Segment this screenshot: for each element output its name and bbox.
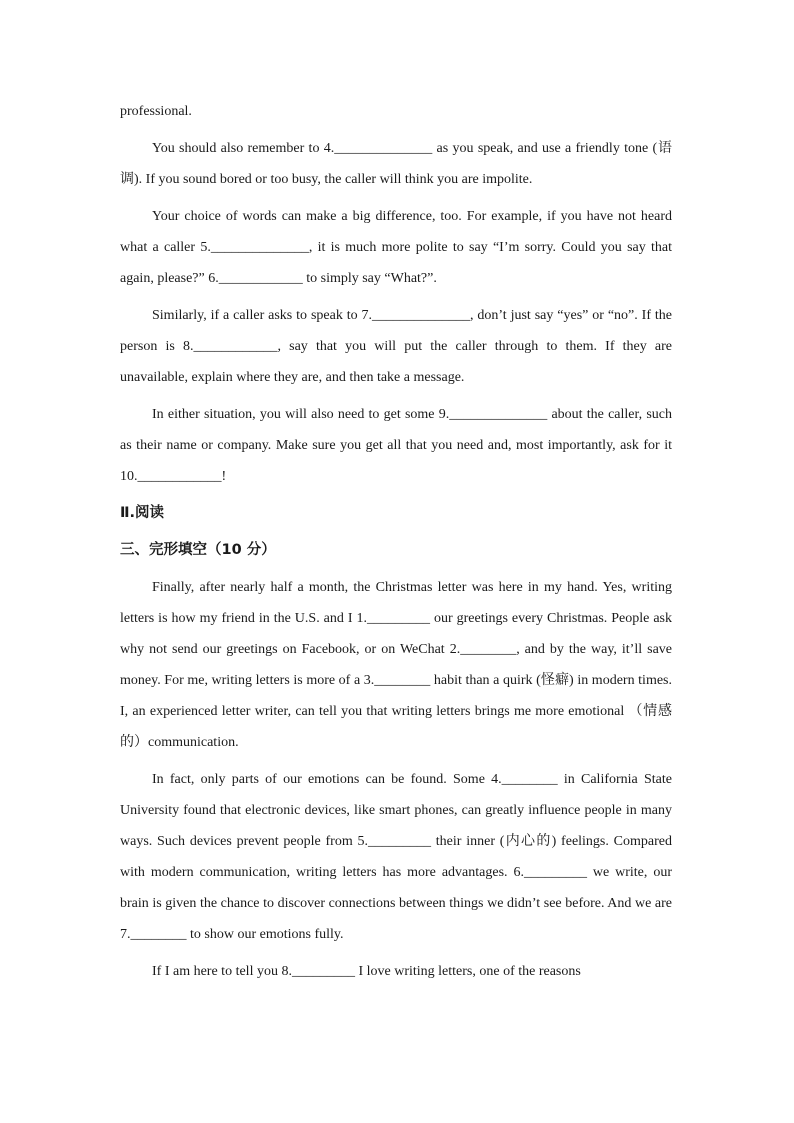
paragraph-emotions: In fact, only parts of our emotions can be found. Some 4.________ in California State University found that electronic devices, like smart phones, can greatly influence people in many ways. Such devices prevent people from 5._________ their inner (内心的) feelings. Compared with modern communication, writing letters has more advantages. 6._________ we write, our brain is given the chance to discover connections between things we didn’t see before. And we are 7.________ to show our emotions fully.	[120, 772, 672, 942]
paragraph-continuation: professional.	[120, 104, 192, 119]
section-heading-reading: Ⅱ.阅读	[120, 505, 165, 521]
subsection-heading-cloze: 三、完形填空（10 分）	[120, 542, 276, 558]
paragraph-christmas-letter: Finally, after nearly half a month, the Christmas letter was here in my hand. Yes, writing letters is how my friend in the U.S. and I 1._________ our greetings every Christmas. People ask why not send our greetings on Facebook, or on WeChat 2.________, and by the way, it’ll save money. For me, writing letters is more of a 3.________ habit than a quirk (怪癖) in modern times. I, an experienced letter writer, can tell you that writing letters brings me more emotional （情感的）communication.	[120, 580, 672, 750]
paragraph-word-choice: Your choice of words can make a big difference, too. For example, if you have not heard what a caller 5.______________, it is much more polite to say “I’m sorry. Could you say that again, please?” 6.____________ to simply say “What?”.	[120, 209, 672, 286]
paragraph-reasons: If I am here to tell you 8._________ I love writing letters, one of the reasons	[152, 964, 581, 979]
paragraph-similarly: Similarly, if a caller asks to speak to 7.______________, don’t just say “yes” or “no”. If the person is 8.____________, say that you will put the caller through to them. If they are unavailable, explain where they are, and then take a message.	[120, 308, 672, 385]
paragraph-either-situation: In either situation, you will also need to get some 9.______________ about the caller, such as their name or company. Make sure you get all that you need and, most importantly, ask for it 10.____________!	[120, 407, 672, 484]
document-page	[120, 96, 672, 993]
paragraph-tone: You should also remember to 4.______________ as you speak, and use a friendly tone (语调). If you sound bored or too busy, the caller will think you are impolite.	[120, 141, 672, 187]
